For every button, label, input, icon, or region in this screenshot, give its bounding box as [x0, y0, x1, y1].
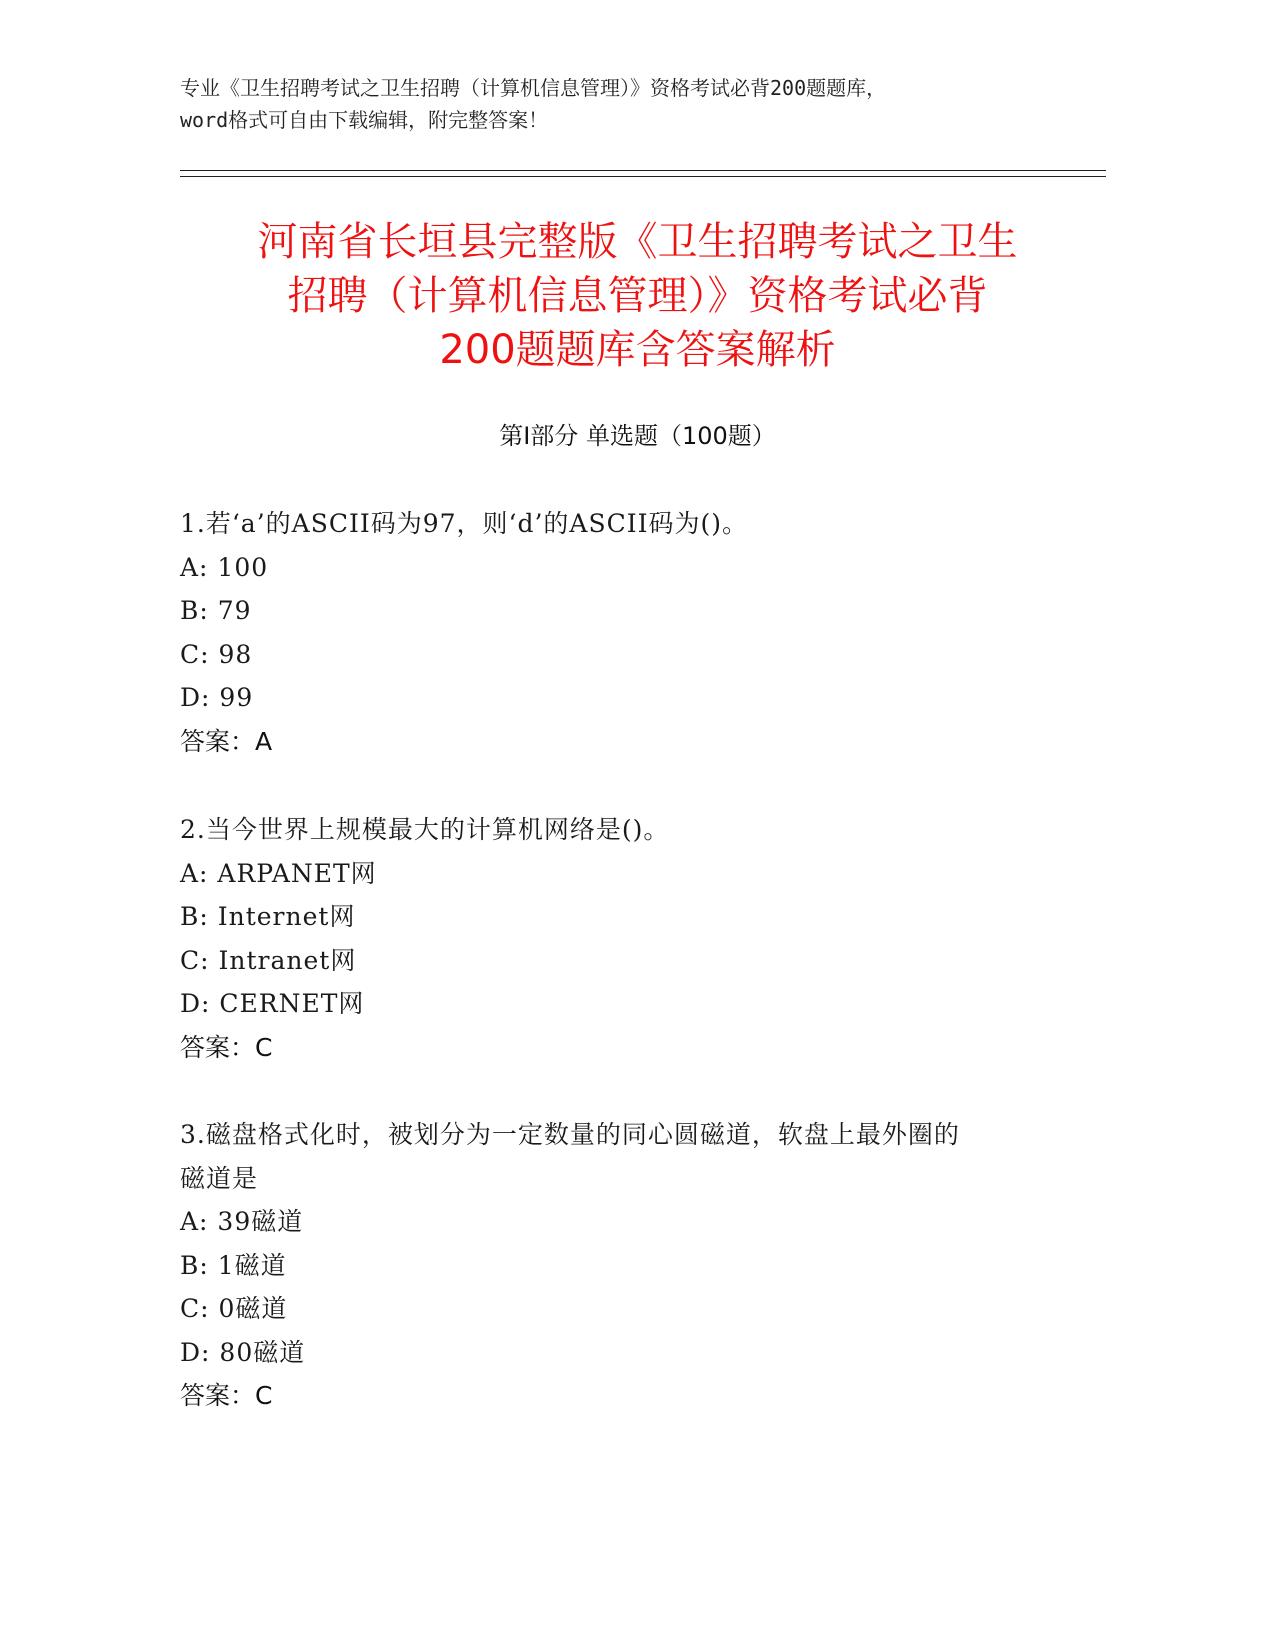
option-c: C: Intranet网 [180, 945, 357, 975]
header-divider-bottom [180, 176, 1106, 177]
option-b: B: 1磁道 [180, 1250, 287, 1280]
title-line-1: 河南省长垣县完整版《卫生招聘考试之卫生 [257, 219, 1018, 265]
option-b: B: 79 [180, 596, 252, 625]
question-3 [180, 1113, 1100, 1418]
option-c: C: 98 [180, 639, 253, 669]
option-d: D: CERNET网 [180, 989, 365, 1018]
question-stem: 1.若‘a’的ASCII码为97，则‘d’的ASCII码为()。 [180, 509, 748, 538]
answer-line: 答案：A [180, 726, 273, 756]
option-d: D: 80磁道 [180, 1337, 306, 1367]
option-c: C: 0磁道 [180, 1294, 288, 1323]
question-stem: 2.当今世界上规模最大的计算机网络是()。 [180, 815, 670, 844]
header-note-line-2: word格式可自由下载编辑，附完整答案！ [180, 108, 549, 132]
question-2 [180, 808, 1100, 1069]
option-a: A: ARPANET网 [180, 858, 377, 888]
title-line-3: 200题题库含答案解析 [439, 327, 836, 373]
option-a: A: 39磁道 [180, 1207, 304, 1236]
title-line-2: 招聘（计算机信息管理）》资格考试必背 [287, 273, 988, 319]
option-a: A: 100 [180, 552, 269, 582]
question-1 [180, 502, 1100, 763]
option-b: B: Internet网 [180, 902, 356, 931]
section-heading: 第Ⅰ部分 单选题（100题） [499, 422, 776, 450]
question-stem-line-2: 磁道是 [180, 1163, 259, 1193]
question-stem-line-1: 3.磁盘格式化时，被划分为一定数量的同心圆磁道，软盘上最外圈的 [180, 1120, 960, 1149]
answer-line: 答案：C [180, 1381, 273, 1410]
header-divider-top [180, 170, 1106, 171]
option-d: D: 99 [180, 683, 254, 712]
answer-line: 答案：C [180, 1032, 273, 1062]
document-title [150, 215, 1125, 377]
header-note-line-1: 专业《卫生招聘考试之卫生招聘（计算机信息管理）》资格考试必背200题题库， [180, 76, 887, 100]
header-note [180, 72, 1100, 136]
